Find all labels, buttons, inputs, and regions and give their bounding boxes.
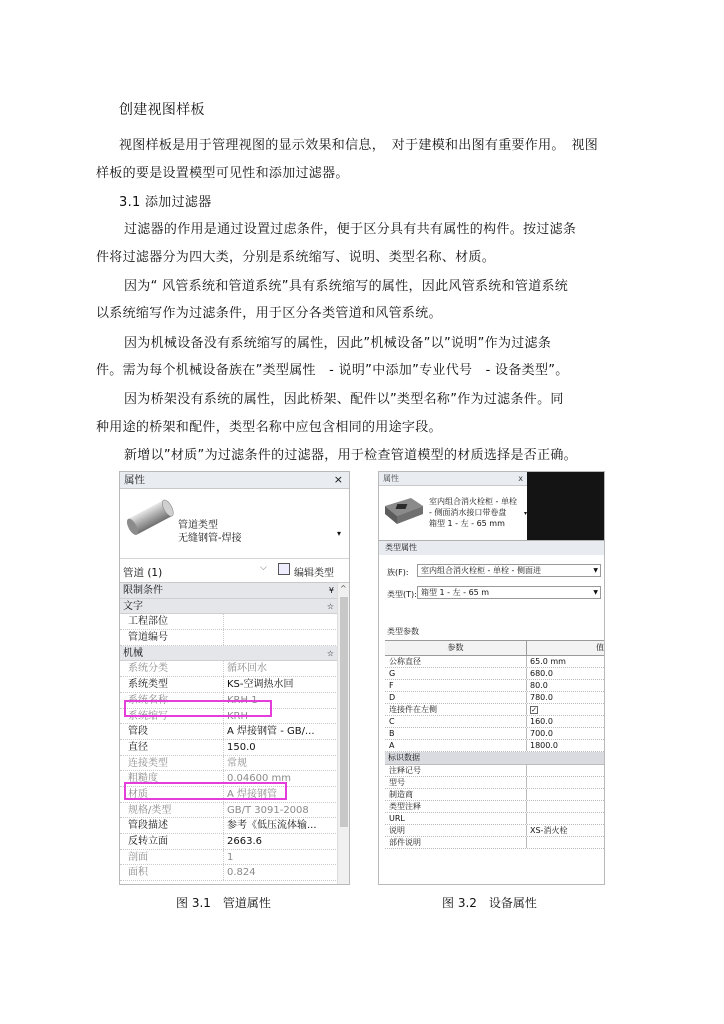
paragraph-line: 件将过滤器分为四大类，分别是系统缩写、说明、类型名称、材质。	[96, 250, 496, 265]
paragraph-line: 因为机械设备没有系统缩写的属性，因此”机械设备”以”说明”作为过滤条	[124, 336, 552, 351]
property-value[interactable]: KS-空调热水回	[227, 679, 294, 691]
param-name: F	[385, 680, 527, 691]
type-name	[429, 496, 517, 529]
properties-list	[120, 583, 338, 881]
param-value[interactable]: 65.0 mm	[530, 657, 566, 666]
param-name: G	[385, 668, 527, 679]
property-name: 剖面	[120, 850, 224, 865]
property-name: 规格/类型	[120, 803, 224, 818]
param-name: 部件说明	[385, 837, 527, 848]
param-value[interactable]	[527, 801, 605, 812]
pipe-icon	[124, 495, 178, 539]
property-name: 反转立面	[120, 834, 224, 849]
type-name	[178, 519, 242, 545]
paragraph-line: 样板的要是设置模型可见性和添加过滤器。	[96, 166, 349, 181]
param-value[interactable]: 780.0	[530, 693, 553, 702]
property-value[interactable]: GB/T 3091-2008	[227, 804, 309, 816]
property-value[interactable]: 1	[227, 851, 234, 863]
param-name: B	[385, 728, 527, 739]
table-row[interactable]	[385, 668, 605, 680]
chevron-down-icon: ▼	[593, 567, 598, 574]
paragraph-line: 种用途的桥架和配件，类型名称中应包含相同的用途字段。	[96, 420, 442, 435]
table-row[interactable]	[385, 716, 605, 728]
type-label: 类型(T):	[387, 590, 417, 599]
panel-title: 属性	[383, 474, 399, 483]
param-value[interactable]: 80.0	[530, 681, 548, 690]
type-params-table	[385, 640, 605, 849]
viewport-area	[527, 472, 605, 540]
property-row[interactable]	[120, 614, 338, 630]
pipe-properties-panel	[119, 471, 350, 885]
scrollbar[interactable]	[337, 583, 349, 885]
property-row[interactable]	[120, 834, 338, 850]
property-name: 管道编号	[120, 630, 224, 645]
property-name: 系统类型	[120, 677, 224, 692]
property-value[interactable]	[224, 614, 338, 629]
param-name: 注释记号	[385, 765, 527, 776]
type-selector[interactable]	[120, 489, 349, 559]
group-label: 机械	[123, 647, 143, 659]
subsection-heading: 3.1 添加过滤器	[119, 195, 212, 210]
table-row[interactable]	[385, 801, 605, 813]
edit-type-button[interactable]: 编辑类型	[294, 568, 334, 579]
section-heading: 创建视图样板	[119, 102, 205, 118]
table-row[interactable]	[385, 813, 605, 825]
family-label: 族(F):	[387, 568, 409, 577]
param-name: 连接件在左侧	[385, 704, 527, 715]
paragraph-line: 因为桥架没有系统的属性，因此桥架、配件以”类型名称”作为过滤条件。同	[124, 392, 564, 407]
property-name: 系统名称	[120, 693, 224, 708]
property-value[interactable]: KRH 1	[227, 694, 258, 706]
property-name: 工程部位	[120, 614, 224, 629]
paragraph-line: 因为“ 风管系统和管道系统”具有系统缩写的属性，因此风管系统和管道系统	[124, 279, 569, 294]
property-row[interactable]	[120, 756, 338, 772]
paragraph-line: 以系统缩写作为过滤条件，用于区分各类管道和风管系统。	[96, 306, 442, 321]
table-row[interactable]	[385, 740, 605, 752]
property-value[interactable]: 参考《低压流体输...	[227, 820, 317, 832]
device-properties-panel	[378, 471, 605, 885]
property-value[interactable]: A 焊接钢管	[227, 788, 278, 800]
paragraph-line: 新增以”材质”为过滤条件的过滤器，用于检查管道模型的材质选择是否正确。	[124, 448, 577, 463]
close-icon[interactable]: x	[518, 474, 523, 483]
type-value: 箱型 1 - 左 - 65 mm	[429, 519, 505, 528]
property-name: 连接类型	[120, 756, 224, 771]
param-value[interactable]	[527, 777, 605, 788]
property-name: 直径	[120, 740, 224, 755]
family-value: 室内组合消火栓柜 - 单栓 - 侧面进	[421, 566, 541, 575]
highlight-system-abbreviation	[124, 700, 272, 717]
param-name: 说明	[385, 825, 527, 836]
property-row[interactable]	[120, 818, 338, 834]
property-row[interactable]	[120, 740, 338, 756]
dropdown-arrow-icon[interactable]: ▾	[336, 529, 341, 538]
param-value[interactable]: 700.0	[530, 729, 553, 738]
group-label: 限制条件	[123, 585, 163, 596]
property-name: 系统分类	[120, 661, 224, 676]
paragraph-line: 过滤器的作用是通过设置过虑条件，便于区分具有共有属性的构件。按过滤条	[124, 222, 577, 237]
collapse-icon[interactable]: ☆	[326, 601, 334, 611]
param-name: 制造商	[385, 789, 527, 800]
param-value[interactable]	[527, 704, 605, 715]
table-header	[385, 641, 605, 656]
type-family: 室内组合消火栓柜 - 单栓	[429, 497, 517, 506]
property-row[interactable]	[120, 724, 338, 740]
param-value[interactable]	[527, 813, 605, 824]
property-name: 面积	[120, 865, 224, 880]
type-value: 无缝钢管-焊接	[178, 533, 242, 544]
col-value: 值	[596, 643, 604, 652]
param-value[interactable]	[527, 789, 605, 800]
property-row[interactable]	[120, 677, 338, 693]
table-row[interactable]	[385, 789, 605, 801]
param-name: 型号	[385, 777, 527, 788]
property-row[interactable]	[120, 630, 338, 646]
param-value[interactable]: 1800.0	[530, 741, 558, 750]
property-value[interactable]: 150.0	[227, 741, 256, 753]
properties-header	[379, 472, 527, 542]
table-row[interactable]	[385, 704, 605, 716]
figure-caption: 图 3.2 设备属性	[442, 896, 537, 910]
param-name: 公称直径	[385, 656, 527, 667]
dropdown-arrow-icon[interactable]: ▾	[524, 510, 528, 517]
figure-caption: 图 3.1 管道属性	[176, 896, 271, 910]
param-value[interactable]: 160.0	[530, 717, 553, 726]
group-mechanical[interactable]	[120, 646, 338, 662]
param-name: A	[385, 740, 527, 751]
property-row[interactable]	[120, 661, 338, 677]
param-value[interactable]	[527, 765, 605, 776]
property-name: 管段描述	[120, 818, 224, 833]
collapse-icon[interactable]: ¥	[328, 586, 334, 595]
table-row[interactable]	[385, 765, 605, 777]
property-value[interactable]: 2663.6	[227, 836, 262, 847]
property-name: 管段	[120, 724, 224, 739]
property-value[interactable]: 循环回水	[227, 663, 267, 675]
property-row[interactable]	[120, 865, 338, 881]
paragraph-line: 视图样板是用于管理视图的显示效果和信息， 对于建模和出图有重要作用。 视图	[119, 138, 599, 153]
highlight-material	[124, 782, 287, 800]
edit-type-icon[interactable]	[278, 563, 290, 575]
property-value[interactable]: KRH	[227, 710, 249, 722]
instance-filter[interactable]	[120, 559, 349, 583]
family-select[interactable]	[417, 564, 601, 577]
property-value[interactable]: 0.04600 mm	[227, 773, 292, 785]
group-constraints[interactable]	[120, 583, 338, 599]
group-identity-data[interactable]: 标识数据	[385, 752, 605, 765]
table-row[interactable]	[385, 680, 605, 692]
checkbox[interactable]: ✓	[531, 706, 537, 714]
chevron-down-icon[interactable]: ⌵	[260, 563, 267, 573]
table-row[interactable]	[385, 728, 605, 740]
property-row[interactable]	[120, 803, 338, 819]
property-value[interactable]	[224, 630, 338, 645]
param-name: 类型注释	[385, 801, 527, 812]
close-icon[interactable]: ×	[333, 473, 343, 486]
chevron-down-icon: ▼	[593, 589, 598, 596]
property-value[interactable]: A 焊接钢管 - GB/...	[227, 726, 315, 738]
param-value[interactable]	[527, 837, 605, 848]
property-value[interactable]: 0.824	[227, 867, 256, 879]
paragraph-line: 件。需为每个机械设备族在”类型属性 - 说明”中添加”专业代号 - 设备类型”。	[96, 363, 569, 378]
group-label: 文字	[123, 600, 143, 612]
type-value: 箱型 1 - 左 - 65 m	[421, 588, 490, 597]
table-row[interactable]	[385, 692, 605, 704]
type-subfamily: - 侧面消水接口带卷盘	[429, 508, 507, 517]
property-name: 系统缩写	[120, 709, 224, 724]
col-param: 参数	[385, 641, 527, 655]
table-row[interactable]	[385, 825, 605, 837]
param-value[interactable]: XS-消火栓	[530, 826, 568, 835]
param-name: URL	[385, 813, 527, 824]
property-row[interactable]	[120, 850, 338, 866]
param-value[interactable]: 680.0	[530, 669, 553, 678]
group-text[interactable]	[120, 599, 338, 615]
param-name: C	[385, 716, 527, 727]
collapse-icon[interactable]: ☆	[326, 648, 334, 658]
dialog-title: 类型属性	[379, 541, 605, 555]
panel-title-bar	[120, 472, 349, 489]
param-name: D	[385, 692, 527, 703]
type-properties-dialog	[379, 540, 605, 885]
panel-title-bar	[379, 472, 527, 486]
table-row[interactable]	[385, 837, 605, 849]
scroll-up-icon[interactable]: ^	[340, 584, 347, 593]
property-name: 材质	[120, 787, 224, 802]
type-params-label: 类型参数	[387, 627, 419, 636]
type-family: 管道类型	[178, 520, 218, 531]
table-row[interactable]	[385, 777, 605, 789]
property-value[interactable]: 常规	[227, 757, 247, 769]
table-row[interactable]	[385, 656, 605, 668]
instance-label: 管道 (1)	[123, 567, 163, 579]
cabinet-icon	[383, 494, 425, 528]
scroll-thumb[interactable]	[340, 597, 348, 827]
property-name: 粗糙度	[120, 771, 224, 786]
panel-title: 属性	[124, 474, 145, 486]
type-select[interactable]	[417, 586, 601, 599]
